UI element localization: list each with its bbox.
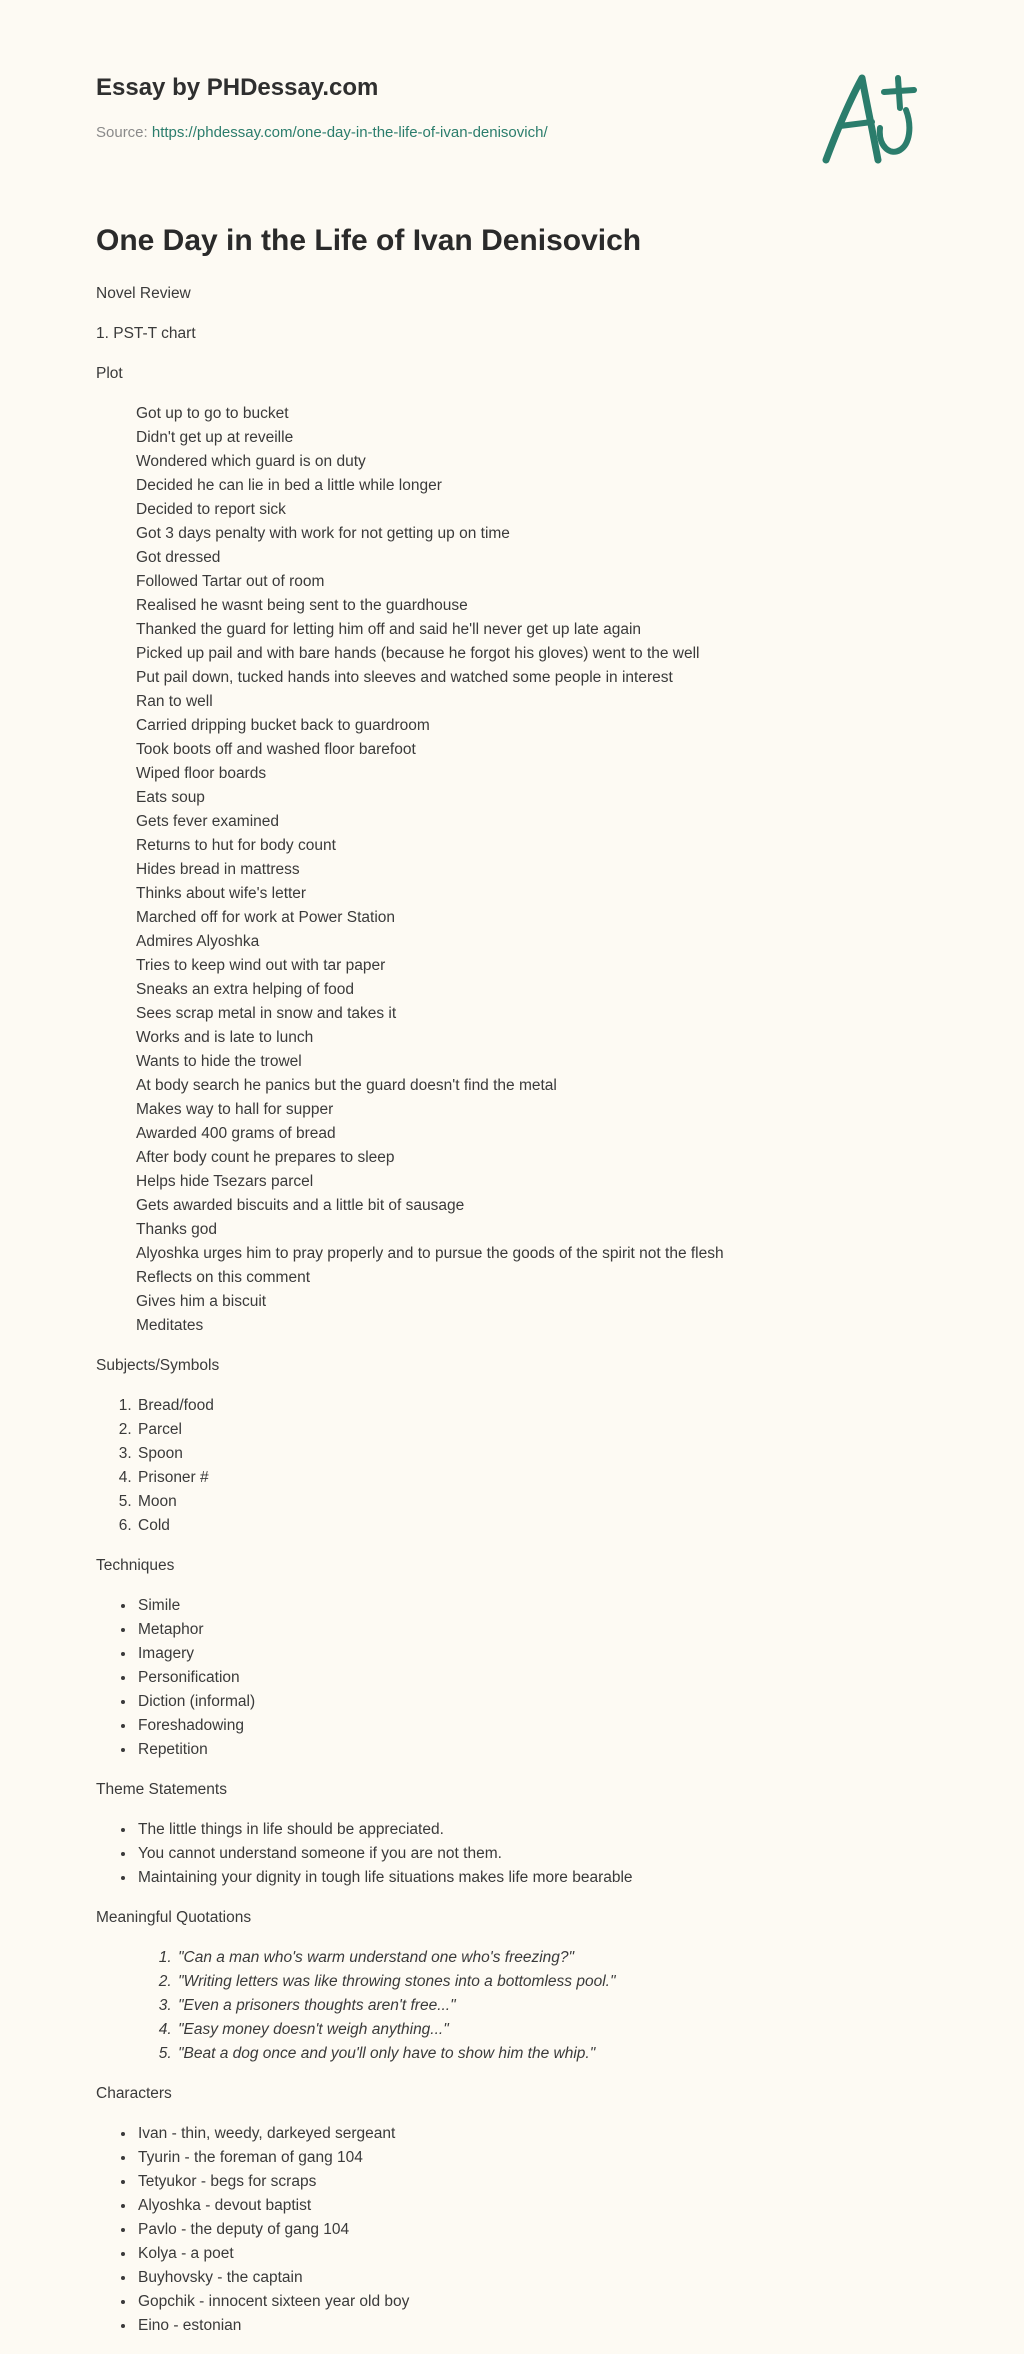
essay-title: One Day in the Life of Ivan Denisovich [96, 224, 642, 257]
subjects-heading: Subjects/Symbols [96, 1357, 220, 1374]
techniques-heading: Techniques [96, 1557, 175, 1574]
plot-line: Admires Alyoshka [136, 933, 260, 950]
plot-line: Took boots off and washed floor barefoot [136, 741, 416, 758]
list-item: 2. Parcel [136, 1418, 936, 1442]
plot-line: Gets fever examined [136, 813, 280, 830]
plot-line: Eats soup [136, 789, 205, 806]
list-item: • Alyoshka - devout baptist [136, 2194, 936, 2218]
plot-line: Alyoshka urges him to pray properly and to pursue the goods of the spirit not the flesh [136, 1245, 724, 1262]
plot-line: Gives him a biscuit [136, 1293, 267, 1310]
list-item: 2. "Writing letters was like throwing stones into a bottomless pool." [176, 1970, 936, 1994]
source-line [96, 124, 548, 141]
plot-line: Realised he wasnt being sent to the guardhouse [136, 597, 468, 614]
plot-line: Sneaks an extra helping of food [136, 981, 355, 998]
site-brand[interactable]: Essay by PHDessay.com [96, 74, 379, 101]
themes-heading: Theme Statements [96, 1781, 227, 1798]
plot-line: Marched off for work at Power Station [136, 909, 396, 926]
list-item: • Maintaining your dignity in tough life situations makes life more bearable [136, 1866, 936, 1890]
quotations-list [96, 1946, 936, 2066]
essay-body [96, 282, 936, 2354]
list-item: • Kolya - a poet [136, 2242, 936, 2266]
plot-line: Got 3 days penalty with work for not getting up on time [136, 525, 510, 542]
list-item: 6. Cold [136, 1514, 936, 1538]
quotations-heading: Meaningful Quotations [96, 1909, 252, 1926]
plot-line: Thanks god [136, 1221, 217, 1238]
plot-line: Gets awarded biscuits and a little bit of sausage [136, 1197, 465, 1214]
list-item: • Imagery [136, 1642, 936, 1666]
list-item: • Repetition [136, 1738, 936, 1762]
plot-line: Makes way to hall for supper [136, 1101, 334, 1118]
source-label: Source: [96, 124, 152, 141]
intro-novel-review: Novel Review [96, 285, 191, 302]
plot-line: Ran to well [136, 693, 213, 710]
plot-line: Tries to keep wind out with tar paper [136, 957, 386, 974]
list-item: 4. Prisoner # [136, 1466, 936, 1490]
plot-line: Hides bread in mattress [136, 861, 300, 878]
plot-line: At body search he panics but the guard doesn't find the metal [136, 1077, 557, 1094]
list-item: 3. Spoon [136, 1442, 936, 1466]
list-item: • You cannot understand someone if you are not them. [136, 1842, 936, 1866]
list-item: • Buyhovsky - the captain [136, 2266, 936, 2290]
plot-line: Thinks about wife's letter [136, 885, 307, 902]
plot-line: Meditates [136, 1317, 204, 1334]
plot-line: Got dressed [136, 549, 221, 566]
list-item: • Personification [136, 1666, 936, 1690]
list-item: • Pavlo - the deputy of gang 104 [136, 2218, 936, 2242]
list-item: • Ivan - thin, weedy, darkeyed sergeant [136, 2122, 936, 2146]
techniques-list [96, 1594, 936, 1762]
plot-line: Awarded 400 grams of bread [136, 1125, 336, 1142]
plot-line: After body count he prepares to sleep [136, 1149, 395, 1166]
list-item: • Eino - estonian [136, 2314, 936, 2338]
plot-line: Got up to go to bucket [136, 405, 289, 422]
themes-list [96, 1818, 936, 1890]
plot-list [136, 402, 936, 1338]
plot-line: Sees scrap metal in snow and takes it [136, 1005, 397, 1022]
plot-line: Put pail down, tucked hands into sleeves and watched some people in interest [136, 669, 673, 686]
list-item: 1. Bread/food [136, 1394, 936, 1418]
list-item: 1. "Can a man who's warm understand one who's freezing?" [176, 1946, 936, 1970]
plot-line: Decided to report sick [136, 501, 286, 518]
list-item: • Gopchik - innocent sixteen year old boy [136, 2290, 936, 2314]
plot-line: Didn't get up at reveille [136, 429, 294, 446]
list-item: • Tetyukor - begs for scraps [136, 2170, 936, 2194]
list-item: • The little things in life should be appreciated. [136, 1818, 936, 1842]
plot-line: Picked up pail and with bare hands (because he forgot his gloves) went to the well [136, 645, 700, 662]
list-item: • Diction (informal) [136, 1690, 936, 1714]
plot-line: Reflects on this comment [136, 1269, 311, 1286]
intro-pst-chart: 1. PST-T chart [96, 325, 196, 342]
plot-heading: Plot [96, 365, 123, 382]
list-item: 5. "Beat a dog once and you'll only have to show him the whip." [176, 2042, 936, 2066]
subjects-list [96, 1394, 936, 1538]
plot-line: Works and is late to lunch [136, 1029, 314, 1046]
plot-line: Decided he can lie in bed a little while longer [136, 477, 442, 494]
list-item: • Tyurin - the foreman of gang 104 [136, 2146, 936, 2170]
plot-line: Followed Tartar out of room [136, 573, 325, 590]
plot-line: Wants to hide the trowel [136, 1053, 302, 1070]
plot-line: Wiped floor boards [136, 765, 267, 782]
plot-line: Helps hide Tsezars parcel [136, 1173, 314, 1190]
a-plus-logo-icon [816, 70, 928, 166]
list-item: • Simile [136, 1594, 936, 1618]
characters-list [96, 2122, 936, 2338]
plot-line: Carried dripping bucket back to guardroom [136, 717, 430, 734]
list-item: 5. Moon [136, 1490, 936, 1514]
plot-line: Thanked the guard for letting him off and said he'll never get up late again [136, 621, 642, 638]
list-item: 4. "Easy money doesn't weigh anything..." [176, 2018, 936, 2042]
list-item: • Metaphor [136, 1618, 936, 1642]
plot-line: Returns to hut for body count [136, 837, 336, 854]
source-link[interactable]: https://phdessay.com/one-day-in-the-life-of-ivan-denisovich/ [151, 124, 548, 141]
list-item: • Foreshadowing [136, 1714, 936, 1738]
plot-line: Wondered which guard is on duty [136, 453, 366, 470]
characters-heading: Characters [96, 2085, 172, 2102]
list-item: 3. "Even a prisoners thoughts aren't free..." [176, 1994, 936, 2018]
